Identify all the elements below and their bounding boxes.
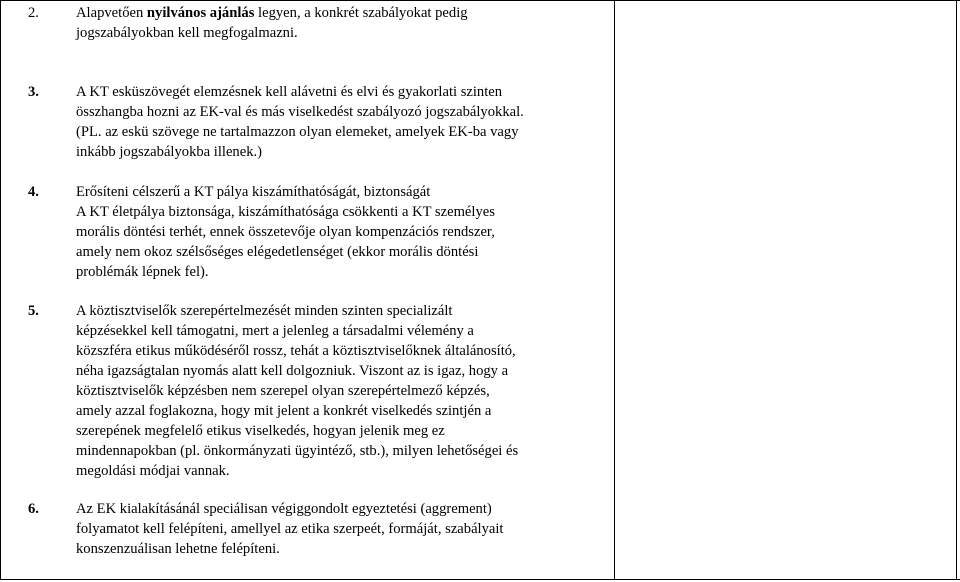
- table-column-divider: [614, 0, 615, 580]
- text-line: konszenzuálisan lehetne felépíteni.: [76, 541, 280, 557]
- item-text: [76, 182, 608, 282]
- text-line: közszféra etikus működéséről rossz, tehát a köztisztviselőknek általánosító,: [76, 343, 516, 359]
- text-line: A KT életpálya biztonsága, kiszámíthatósága csökkenti a KT személyes: [76, 204, 495, 220]
- item-text: [76, 499, 608, 559]
- text-line: A köztisztviselők szerepértelmezését minden szinten specializált: [76, 303, 453, 319]
- item-number: 4.: [28, 184, 39, 200]
- item-text: [76, 301, 608, 481]
- text-line: Az EK kialakításánál speciálisan végiggondolt egyeztetési (aggrement): [76, 501, 492, 517]
- text-line: morális döntési terhét, ennek összetevője olyan kompenzációs rendszer,: [76, 224, 495, 240]
- text-line: folyamatot kell felépíteni, amellyel az etika szerpeét, formáját, szabályait: [76, 521, 504, 537]
- text-line: inkább jogszabályokba illenek.): [76, 144, 263, 160]
- text-line: összhangba hozni az EK-val és más viselkedést szabályozó jogszabályokkal.: [76, 104, 524, 120]
- text-line: jogszabályokban kell megfogalmazni.: [76, 25, 298, 41]
- text-line: néha igazságtalan nyomás alatt kell dolgozniuk. Viszont az is igaz, hogy a: [76, 363, 509, 379]
- item-number: 3.: [28, 84, 39, 100]
- text-line: problémák lépnek fel).: [76, 264, 209, 280]
- item-text: [76, 3, 608, 43]
- text-line: (PL. az eskü szövege ne tartalmazzon olyan elemeket, amelyek EK-ba vagy: [76, 124, 519, 140]
- text-line: képzésekkel kell támogatni, mert a jelenleg a társadalmi vélemény a: [76, 323, 474, 339]
- text-line: amely azzal foglakozna, hogy mit jelent a konkrét viselkedés szintjén a: [76, 403, 492, 419]
- text-line: köztisztviselők képzésben nem szerepel olyan szerepértelmező képzés,: [76, 383, 490, 399]
- text-line: A KT esküszövegét elemzésnek kell alávetni és elvi és gyakorlati szinten: [76, 84, 503, 100]
- item-number: 5.: [28, 303, 39, 319]
- table-right-border: [956, 0, 957, 580]
- item-text: [76, 82, 608, 162]
- table-left-border: [0, 0, 1, 580]
- text-line: [76, 3, 608, 23]
- text-line: mindennapokban (pl. önkormányzati ügyintéző, stb.), milyen lehetőségei és: [76, 443, 519, 459]
- text-line: megoldási módjai vannak.: [76, 463, 230, 479]
- bold-text: nyilvános ajánlás: [146, 5, 255, 21]
- table-bottom-border: [0, 579, 960, 580]
- text-line: amely nem okoz szélsőséges elégedetlenséget (ekkor morális döntési: [76, 244, 479, 260]
- table-top-border: [0, 0, 960, 1]
- text-line: Erősíteni célszerű a KT pálya kiszámíthatóságát, biztonságát: [76, 184, 431, 200]
- item-number: 6.: [28, 501, 39, 517]
- item-number: 2.: [28, 5, 39, 21]
- text-segment: Alapvetően: [76, 5, 147, 21]
- text-line: szerepének megfelelő etikus viselkedés, hogyan jelenik meg ez: [76, 423, 445, 439]
- text-segment: legyen, a konkrét szabályokat pedig: [254, 5, 468, 21]
